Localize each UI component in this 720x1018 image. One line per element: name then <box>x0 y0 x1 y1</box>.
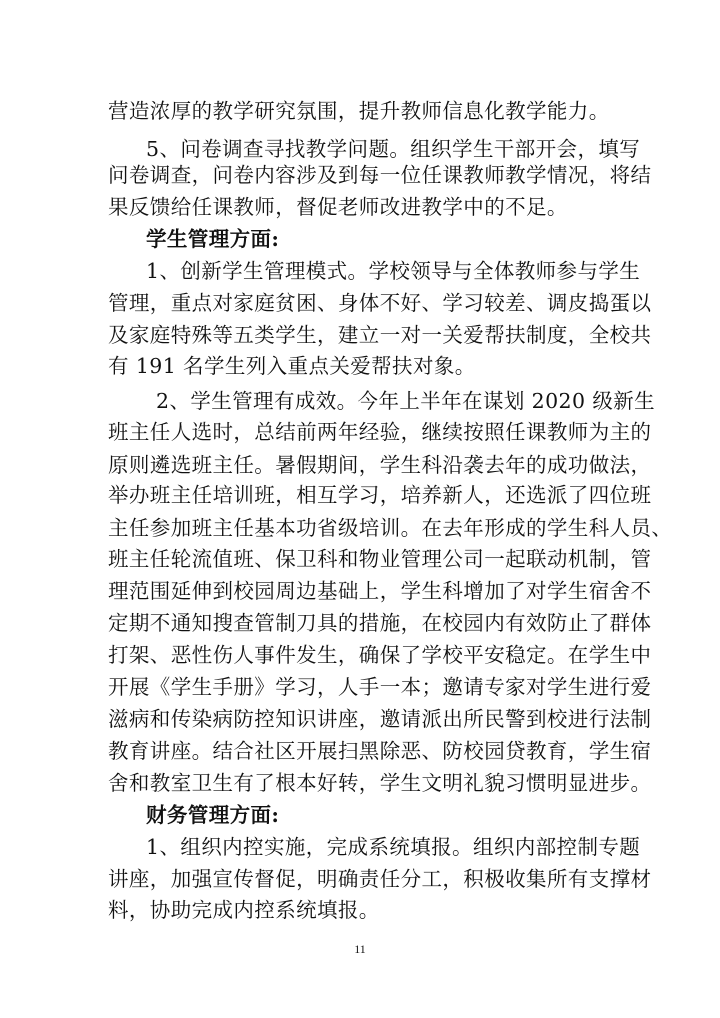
paragraph-line: 开展《学生手册》学习，人手一本；邀请专家对学生进行爱 <box>108 675 652 699</box>
paragraph-line: 举办班主任培训班，相互学习，培养新人，还选派了四位班 <box>108 483 652 507</box>
paragraph-line: 舍和教室卫生有了根本好转，学生文明礼貌习惯明显进步。 <box>108 771 652 795</box>
paragraph-line: 原则遴选班主任。暑假期间，学生科沿袭去年的成功做法， <box>108 453 652 477</box>
paragraph-line: 讲座，加强宣传督促，明确责任分工，积极收集所有支撑材 <box>108 867 652 891</box>
paragraph-line: 1、创新学生管理模式。学校领导与全体教师参与学生 <box>146 259 641 283</box>
paragraph-line: 班主任人选时，总结前两年经验，继续按照任课教师为主的 <box>108 420 652 444</box>
paragraph-line: 有 191 名学生列入重点关爱帮扶对象。 <box>108 354 476 378</box>
paragraph-line: 主任参加班主任基本功省级培训。在去年形成的学生科人员、 <box>108 516 673 540</box>
paragraph-line: 管理，重点对家庭贫困、身体不好、学习较差、调皮捣蛋以 <box>108 291 652 315</box>
paragraph-line: 打架、恶性伤人事件发生，确保了学校平安稳定。在学生中 <box>108 643 652 667</box>
paragraph-line: 2、学生管理有成效。今年上半年在谋划 2020 级新生 <box>156 389 656 413</box>
paragraph-line: 班主任轮流值班、保卫科和物业管理公司一起联动机制，管 <box>108 547 652 571</box>
paragraph-line: 及家庭特殊等五类学生，建立一对一关爱帮扶制度，全校共 <box>108 323 652 347</box>
paragraph-line: 定期不通知搜查管制刀具的措施，在校园内有效防止了群体 <box>108 611 652 635</box>
paragraph-line: 1、组织内控实施，完成系统填报。组织内部控制专题 <box>146 835 641 859</box>
paragraph-line: 滋病和传染病防控知识讲座，邀请派出所民警到校进行法制 <box>108 707 652 731</box>
paragraph-line: 5、问卷调查寻找教学问题。组织学生干部开会，填写 <box>146 137 641 161</box>
paragraph-line: 料，协助完成内控系统填报。 <box>108 898 380 922</box>
page-number: 11 <box>354 942 366 956</box>
section-heading-finance-management: 财务管理方面: <box>146 803 280 827</box>
section-heading-student-management: 学生管理方面: <box>146 227 280 251</box>
paragraph-line: 营造浓厚的教学研究氛围，提升教师信息化教学能力。 <box>108 99 610 123</box>
paragraph-line: 问卷调查，问卷内容涉及到每一位任课教师教学情况，将结 <box>108 163 652 187</box>
paragraph-line: 理范围延伸到校园周边基础上，学生科增加了对学生宿舍不 <box>108 579 652 603</box>
paragraph-line: 教育讲座。结合社区开展扫黑除恶、防校园贷教育，学生宿 <box>108 739 652 763</box>
paragraph-line: 果反馈给任课教师，督促老师改进教学中的不足。 <box>108 195 568 219</box>
